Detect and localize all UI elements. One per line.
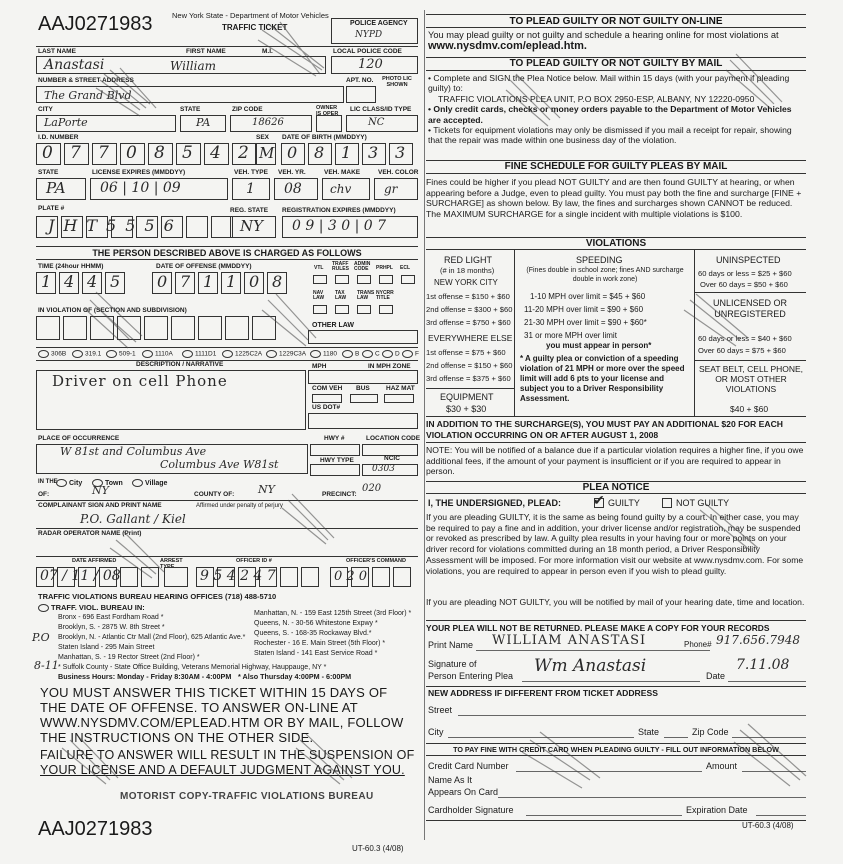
- phone-label: Phone#: [684, 640, 712, 649]
- law-checkboxes: VTL TRAFF RULES ADMIN CODE PRHPL ECL NAV LAW TAX LAW TRANS LAW NYCRR TITLE: [310, 262, 418, 318]
- zip-label-right: Zip Code: [692, 727, 729, 737]
- date-affirmed-value: 07 / 11 / 08: [40, 568, 121, 584]
- card-number-label: Credit Card Number: [428, 761, 509, 771]
- haz-mat-label: HAZ MAT: [386, 385, 415, 392]
- time-label: TIME (24hour HHMM): [38, 263, 104, 270]
- veh-yr-label: VEH. YR.: [278, 169, 306, 176]
- not-guilty-checkbox[interactable]: [662, 498, 672, 508]
- signature-value: Wm Anastasi: [534, 656, 647, 676]
- signature-label: Signature of: [428, 659, 477, 669]
- reg-state-value: NY: [240, 217, 264, 235]
- reg-exp-value: 0 9 | 3 0 | 0 7: [292, 218, 387, 234]
- command-value: 0 2 0: [334, 569, 368, 584]
- complainant-value: P.O. Gallant / Kiel: [80, 512, 186, 526]
- phone-value: 917.656.7948: [716, 633, 800, 647]
- agency-name: New York State - Department of Motor Vehicles: [172, 11, 329, 20]
- print-name-value: WILLIAM ANASTASI: [492, 633, 647, 648]
- description-value: Driver on cell Phone: [52, 372, 228, 390]
- local-code-value: 120: [358, 57, 383, 72]
- addition-text: IN ADDITION TO THE SURCHARGE(S), YOU MUST PAY AN ADDITIONAL $20 FOR EACH VIOLATION OCCURRING ON OR AFTER AUGUST 1, 2008: [426, 419, 783, 440]
- zip-value: 18626: [252, 117, 284, 128]
- ncic-value: 0303: [372, 464, 395, 474]
- date-of-offense-label: DATE OF OFFENSE (MMDDYY): [156, 263, 252, 270]
- ticket-number: AAJ0271983: [38, 13, 153, 35]
- mph-label: MPH: [312, 363, 327, 370]
- photo-lic-label: PHOTO LIC SHOWN: [382, 76, 412, 88]
- last-name-value: Anastasi: [44, 57, 105, 73]
- print-name-label: Print Name: [428, 640, 474, 650]
- cardholder-label: Cardholder Signature: [428, 805, 514, 815]
- plate-value: JHT5556: [48, 216, 183, 235]
- mi-label: M.I.: [262, 48, 273, 55]
- plate-label: PLATE #: [38, 205, 65, 212]
- violation-options: 306B 319.1 509-1 1110A 1111D1 1225C2A 1229C3A 1180 B C D F: [36, 347, 418, 361]
- credit-heading: TO PAY FINE WITH CREDIT CARD WHEN PLEADING GUILTY - FILL OUT INFORMATION BELOW: [426, 743, 806, 756]
- ticket-front: AAJ0271983 New York State - Department of Motor Vehicles TRAFFIC TICKET POLICE AGENCY NYPD LAST NAME FIRST NAME M.I. LOCAL POLICE CODE Anastasi William 120 NUMBER & STREET ADDRESS APT. NO. PHOTO LIC SHOWN The Grand Blvd CITY STATE ZIP CODE OWNER IS OPER LIC CLASS/ID TYPE LaPorte PA 18626 NC I.D. NUMBER SEX DATE OF BIRTH (MMDDYY) 0 7 7 0 8 5 4 2 M 0 8 1 3 3 STATE LICENSE EXPIRES (MMDDYY) VEH. TYPE VEH. YR. VEH. MAKE VEH. COLOR PA 06 | 10 | 09 1 08 chv gr PLATE # REG. STATE REGISTRATION EXPIRES (MMDDYY) JHT5556 NY 0 9 | 3 0 | 0 7 THE PERSON DESCRIBED ABOVE IS CHARGED AS FOLLOWS TIME (24hour HHMM) DATE OF OFFENSE (MMDDYY) 1 4 4 5 0 7 1 1 0 8 VTL TRAFF RULES ADMIN CODE PRHPL ECL NAV LAW TAX LAW TRANS LAW NYCRR TITLE IN VIOLATION OF (SECTION AND SUBDIVISION) OTHER LAW 306B 319.1 509-1 1110A 1111D1 1225C2A 1229C3A 1180 B C D F DESCRIPTION / NARRATIVE Driver on cell Phone MPH IN MPH ZONE COM VEH BUS HAZ MAT US DOT# PLACE OF OCCURRENCE HWY # LOCATION CODE HWY TYPE NCIC W 81st and Columbus Ave Columbus Ave W81st 0303 IN THE City Town Village OF: COUNTY OF: PRECINCT: NY NY 020 COMPLAINANT SIGN AND PRINT NAME Affirmed under penalty of perjury P.O. Gallant / Kiel RADAR OPERATOR NAME (Print) DATE AFFIRMED ARREST TYPE OFFICER ID # OFFICER'S COMMAND 07 / 11 / 08 9 5 4 2 4 7 0 2 0 TRAFFIC VIOLATIONS BUREAU HEARING OFFICES (718) 488-5710 TRAFF. VIOL. BUREAU IN: Bronx - 696 East Fordham Road * Brooklyn, S. - 2875 W. 8th Street * Brooklyn, N. - Atlantic Ctr Mall (2nd Floor), 625 Atlantic Ave.* Staten Island - 295 Main Street Manhattan, S. - 19 Rector Street (2nd Floor) * * Suffolk County - State Office Building, Veterans Memorial Highway, Hauppauge, NY * Manhattan, N. - 159 East 125th Street (3rd Floor) * Queens, N. - 30-56 Whitestone Expwy * Queens, S. - 168-35 Rockaway Blvd.* Rochester - 16 E. Main Street (5th Floor) * Staten Island - 141 East Service Road * Business Hours: Monday - Friday 8:30AM - 4:00PM * Also Thursday 4:00PM - 6:00PM P.O 8-11 YOU MUST ANSWER THIS TICKET WITHIN 15 DAYS OF THE DATE OF OFFENSE. TO ANSWER ON-LINE AT WWW.NYSDMV.COM/EPLEAD.HTM OR BY MAIL, FOLLOW THE INSTRUCTIONS ON THE OTHER SIDE. FAILURE TO ANSWER WILL RESULT IN THE SUSPENSION OF YOUR LICENSE AND A DEFAULT JUDGMENT AGAINST YOU. MOTORIST COPY-TRAFFIC VIOLATIONS BUREAU AAJ0271983 UT-60.3 (4/08): [32, 11, 421, 853]
- business-hours: Business Hours: Monday - Friday 8:30AM - 4:00PM: [58, 672, 232, 681]
- veh-make-value: chv: [330, 182, 352, 196]
- us-dot-label: US DOT#: [312, 404, 341, 411]
- fine-text: Fines could be higher if you plead NOT GUILTY and are then found GUILTY at hearing, or when appearing before a Judge, even to plead guilty. You must pay both the fine and surcharge [FINE + SURCHARGE] as shown below. By law, the fines and surcharges shown CANNOT be reduced. The MAXIMUM SURCHARGE for a single incident with multiple violations is $100.: [426, 177, 802, 219]
- place-line1: W 81st and Columbus Ave: [60, 445, 207, 458]
- city-value: LaPorte: [44, 116, 88, 129]
- state-label: STATE: [180, 106, 201, 113]
- also-thursday: * Also Thursday 4:00PM - 6:00PM: [238, 672, 352, 681]
- panel-divider: [424, 10, 425, 840]
- lic-class-label: LIC CLASS/ID TYPE: [350, 106, 412, 113]
- not-returned: YOUR PLEA WILL NOT BE RETURNED. PLEASE MAKE A COPY FOR YOUR RECORDS: [426, 623, 770, 633]
- online-text: You may plead guilty or not guilty and schedule a hearing online for most violations at www.nysdmv.com/eplead.htm.: [428, 30, 779, 53]
- com-veh-label: COM VEH: [312, 385, 343, 392]
- heading-plea: PLEA NOTICE: [426, 481, 806, 494]
- person-label: Person Entering Plea: [428, 671, 514, 681]
- veh-type-label: VEH. TYPE: [234, 169, 268, 176]
- lic-class-value: NC: [368, 117, 385, 128]
- hwy-label: HWY #: [324, 435, 345, 442]
- violations-table: RED LIGHT (# in 18 months) NEW YORK CITY 1st offense = $150 + $60 2nd offense = $300 + $60 3rd offense = $750 + $60 EVERYWHERE ELSE 1st offense = $75 + $60 2nd offense = $150 + $60 3rd offense = $375 + $60 EQUIPMENT $30 + $30 SPEEDING (Fines double in school zone; fines AND surcharge double in work zone) 1-10 MPH over limit = $45 + $60 11-20 MPH over limit = $90 + $60 21-30 MPH over limit = $90 + $60* 31 or more MPH over limit you must appear in person* * A guilty plea or conviction of a speeding violation of 21 MPH or more over the speed limit will add 6 pts to your license and subject you to a Driver Responsibility Assessment. UNINSPECTED 60 days or less = $25 + $60 Over 60 days = $50 + $60 UNLICENSED OR UNREGISTERED 60 days or less = $40 + $60 Over 60 days = $75 + $60 SEAT BELT, CELL PHONE, OR MOST OTHER VIOLATIONS $40 + $60: [426, 250, 806, 416]
- state-value: PA: [196, 116, 211, 129]
- mail-items: • Complete and SIGN the Plea Notice below. Mail within 15 days (with your payment if pleading guilty) to: TRAFFIC VIOLATIONS PLEA UNIT, P.O BOX 2950-ESP, ALBANY, NY 12220-0950 • Only credit cards, checks or money orders payable to the Department of Motor Vehicles are accepted. • Tickets for equipment violations may only be dismissed if you mail a receipt for repair, showing that the repair was made within one business day of the violation.: [428, 73, 792, 146]
- officer-id-value: 9 5 4 2 4 7: [200, 568, 276, 584]
- appears-label: Appears On Card: [428, 787, 499, 797]
- first-name-label: FIRST NAME: [186, 48, 226, 55]
- apt-label: APT. NO.: [346, 77, 374, 84]
- ticket-back: [426, 0, 810, 864]
- owner-oper-label: OWNER IS OPER: [316, 105, 339, 117]
- police-agency-value: NYPD: [355, 30, 383, 40]
- plea-choice: I, THE UNDERSIGNED, PLEAD: ✔ GUILTY NOT GUILTY: [428, 493, 730, 509]
- new-address-heading: NEW ADDRESS IF DIFFERENT FROM TICKET ADDRESS: [428, 688, 658, 698]
- note-text: NOTE: You will be notified of a balance due if a particular violation requires a higher fine, if you owe additional fees, if the amount of your payment is insufficient or if you are required to appear in person.: [426, 445, 804, 477]
- affirmed-label: Affirmed under penalty of perjury: [196, 503, 283, 509]
- date-affirmed-label: DATE AFFIRMED: [72, 558, 117, 564]
- id-number-label: I.D. NUMBER: [38, 134, 79, 141]
- dob-label: DATE OF BIRTH (MMDDYY): [282, 134, 367, 141]
- bureau-heading: TRAFF. VIOL. BUREAU IN:: [38, 604, 145, 612]
- city-label: CITY: [38, 106, 53, 113]
- place-line2: Columbus Ave W81st: [160, 458, 279, 471]
- reg-expires-label: REGISTRATION EXPIRES (MMDDYY): [282, 207, 396, 214]
- zip-label: ZIP CODE: [232, 106, 263, 113]
- veh-yr-value: 08: [284, 181, 302, 197]
- right-form-code: UT-60.3 (4/08): [742, 821, 794, 830]
- plea-date-value: 7.11.08: [736, 657, 790, 673]
- place-of-occurrence-label: PLACE OF OCCURRENCE: [38, 435, 120, 442]
- state-label-right: State: [638, 727, 660, 737]
- bus-label: BUS: [356, 385, 370, 392]
- radar-label: RADAR OPERATOR NAME (Print): [38, 530, 142, 537]
- county-of-label: COUNTY OF:: [194, 491, 235, 498]
- margin-note-1: P.O: [32, 631, 50, 644]
- heading-violations: VIOLATIONS: [426, 237, 806, 250]
- veh-make-label: VEH. MAKE: [324, 169, 361, 176]
- hwy-type-label: HWY TYPE: [320, 457, 354, 464]
- veh-color-label: VEH. COLOR: [378, 169, 419, 176]
- police-agency-label: POLICE AGENCY: [350, 20, 408, 27]
- in-mph-zone-label: IN MPH ZONE: [368, 363, 411, 370]
- reg-state-label: REG. STATE: [230, 207, 269, 214]
- of-label: OF:: [38, 491, 50, 498]
- plea-text: If you are pleading GUILTY, it is the same as being found guilty by a court. In either case, you may be required to pay a fine and in addition, your driver license and/or registration, may be suspended or revoked as prescribed by law. A guilty plea results in your having four or more points on your driver record for violations committed during an 18 month period, a Driver Responsibility Assessment will be imposed. For more information visit our website at www.nysdmv.com. For some violations, you are required to appear in person even if you wish to plead guilty.: [426, 512, 804, 576]
- heading-mail: TO PLEAD GUILTY OR NOT GUILTY BY MAIL: [426, 57, 806, 71]
- complainant-label: COMPLAINANT SIGN AND PRINT NAME: [38, 502, 162, 509]
- officer-id-label: OFFICER ID #: [236, 558, 272, 564]
- ncic-label: NCIC: [384, 455, 400, 462]
- heading-fine: FINE SCHEDULE FOR GUILTY PLEAS BY MAIL: [426, 160, 806, 174]
- license-expires-label: LICENSE EXPIRES (MMDDYY): [92, 169, 186, 176]
- city-label-right: City: [428, 727, 444, 737]
- street-value: The Grand Blvd: [44, 89, 132, 102]
- of-value: NY: [92, 484, 109, 497]
- veh-type-value: 1: [246, 181, 255, 197]
- last-name-label: LAST NAME: [38, 48, 76, 55]
- ticket-number-bottom: AAJ0271983: [38, 818, 153, 840]
- location-code-label: LOCATION CODE: [366, 435, 421, 442]
- copy-label: MOTORIST COPY-TRAFFIC VIOLATIONS BUREAU: [120, 791, 374, 802]
- plea-text-2: If you are pleading NOT GUILTY, you will be notified by mail of your hearing date, time and location.: [426, 597, 805, 607]
- heading-online: TO PLEAD GUILTY OR NOT GUILTY ON-LINE: [426, 14, 806, 28]
- sex-value: M: [259, 144, 275, 162]
- street-label-right: Street: [428, 705, 453, 715]
- date-label: Date: [706, 671, 726, 681]
- other-law-label: OTHER LAW: [312, 322, 354, 329]
- charged-heading: THE PERSON DESCRIBED ABOVE IS CHARGED AS FOLLOWS: [36, 246, 418, 260]
- name-as-label: Name As It: [428, 775, 473, 785]
- lic-exp-value: 06 | 10 | 09: [100, 180, 181, 196]
- margin-note-2: 8-11: [34, 659, 59, 672]
- hearing-heading: TRAFFIC VIOLATIONS BUREAU HEARING OFFICES (718) 488-5710: [38, 592, 277, 601]
- left-form-code: UT-60.3 (4/08): [352, 844, 404, 853]
- lic-state-value: PA: [46, 179, 66, 197]
- amount-label: Amount: [706, 761, 738, 771]
- veh-color-value: gr: [384, 182, 398, 196]
- form-title: TRAFFIC TICKET: [222, 23, 288, 32]
- guilty-check-mark: ✔: [593, 493, 605, 509]
- first-name-value: William: [170, 59, 217, 73]
- lic-state-label: STATE: [38, 169, 59, 176]
- arrest-type-label: ARREST TYPE: [160, 558, 183, 570]
- expiration-label: Expiration Date: [686, 805, 748, 815]
- officers-command-label: OFFICER'S COMMAND: [346, 558, 406, 564]
- street-label: NUMBER & STREET ADDRESS: [38, 77, 134, 84]
- description-label: DESCRIPTION / NARRATIVE: [136, 361, 224, 368]
- sex-label: SEX: [256, 134, 270, 141]
- precinct-label: PRECINCT:: [322, 491, 357, 498]
- violation-of-label: IN VIOLATION OF (SECTION AND SUBDIVISION): [38, 307, 187, 314]
- precinct-value: 020: [362, 483, 382, 494]
- local-police-code-label: LOCAL POLICE CODE: [333, 48, 402, 55]
- county-value: NY: [258, 483, 275, 496]
